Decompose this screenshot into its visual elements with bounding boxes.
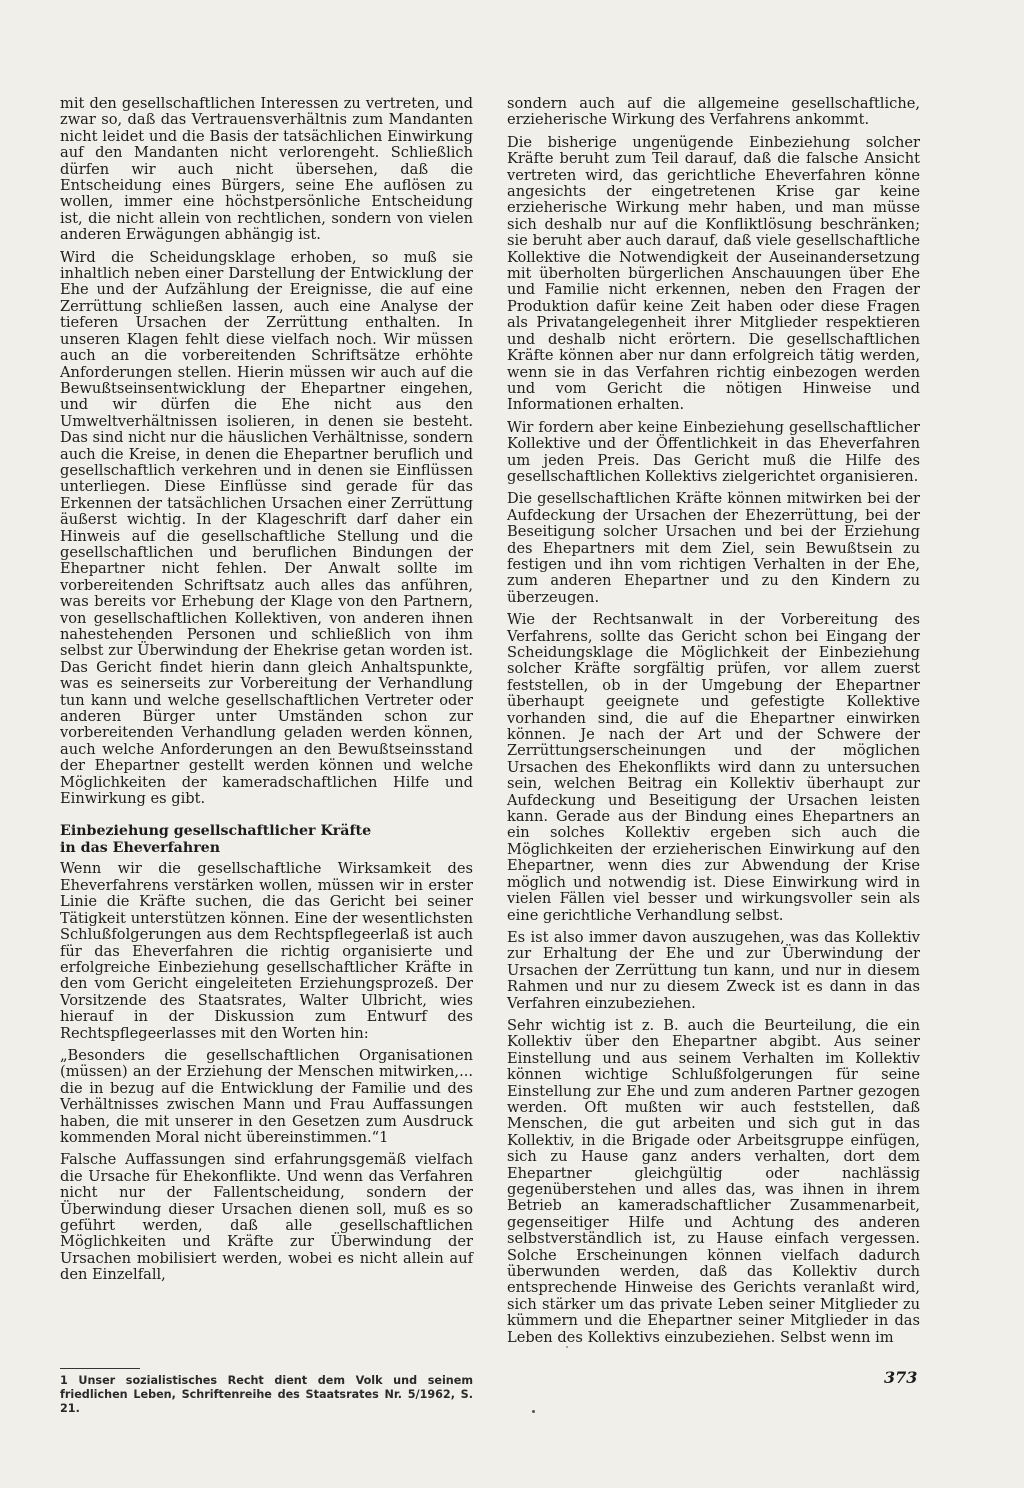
left-column (60, 96, 473, 1290)
paragraph: Es ist also immer davon auszugehen, was das Kollektiv zur Erhaltung der Ehe und zur Überwindung der Ursachen der Zerrüttung tun kann, und nur in diesem Rahmen und nur zu diesem Zweck ist es dann in das Verfahren einzubeziehen. (507, 928, 920, 1012)
paragraph: Wenn wir die gesellschaftliche Wirksamkeit des Eheverfahrens verstärken wollen, müssen wir in erster Linie die Kräfte suchen, die das Gericht bei seiner Tätigkeit unterstützen können. Eine der wesentlichsten Schlußfolgerungen aus dem Rechtspflegeerlaß ist auch für das Eheverfahren die richtig organisierte und erfolgreiche Einbeziehung gesellschaftlicher Kräfte in den vom Gericht eingeleiteten Erziehungsprozeß. Der Vorsitzende des Staatsrates, Walter Ulbricht, wies hierauf in der Diskussion zum Entwurf des Rechtspflegeerlasses mit den Worten hin: (60, 860, 473, 1042)
paragraph: Wie der Rechtsanwalt in der Vorbereitung des Verfahrens, sollte das Gericht schon bei Eingang der Scheidungsklage die Möglichkeit der Einbeziehung solcher Kräfte sorgfältig prüfen, vor allem zuerst feststellen, ob in der Umgebung der Ehepartner überhaupt geeignete und gefestigte Kollektive vorhanden sind, die auf die Ehepartner einwirken können. Je nach der Art und der Schwere der Zerrüttungserscheinungen und der möglichen Ursachen des Ehekonflikts wird dann zu untersuchen sein, welchen Beitrag ein Kollektiv überhaupt zur Aufdeckung und Beseitigung der Ursachen leisten kann. Gerade aus der Bindung eines Ehepartners an ein solches Kollektiv ergeben sich auch die Möglichkeiten der erzieherischen Einwirkung auf den Ehepartner, wenn dies zur Abwendung der Krise möglich und notwendig ist. Diese Einwirkung wird in vielen Fällen viel besser und wirkungsvoller sein als eine gerichtliche Verhandlung selbst. (507, 611, 920, 924)
section-heading (60, 823, 473, 857)
paragraph: Die gesellschaftlichen Kräfte können mitwirken bei der Aufdeckung der Ursachen der Ehezerrüttung, bei der Beseitigung solcher Ursachen und bei der Erziehung des Ehepartners mit dem Ziel, sein Bewußtsein zu festigen und ihn vom richtigen Verhalten in der Ehe, zum anderen Ehepartner und zu den Kindern zu überzeugen. (507, 490, 920, 606)
paragraph: Sehr wichtig ist z. B. auch die Beurteilung, die ein Kollektiv über den Ehepartner abgibt. Aus seiner Einstellung und aus seinem Verhalten im Kollektiv können wichtige Schlußfolgerungen für seine Einstellung zur Ehe und zum anderen Partner gezogen werden. Oft mußten wir auch feststellen, daß Menschen, die gut arbeiten und sich gut in das Kollektiv, in die Brigade oder Arbeitsgruppe einfügen, sich zu Hause ganz anders verhalten, dort dem Ehepartner gleichgültig oder nachlässig gegenüberstehen und alles das, was ihnen in ihrem Betrieb an kameradschaftlicher Zusammenarbeit, gegenseitiger Hilfe und Achtung des anderen selbstverständlich ist, zu Hause einfach vergessen. Solche Erscheinungen können vielfach dadurch überwunden werden, daß das Kollektiv durch entsprechende Hinweise des Gerichts veranlaßt wird, sich stärker um das private Leben seiner Mitglieder zu kümmern und die Ehepartner seiner Mitglieder in das Leben des Kollektivs einzubeziehen. Selbst wenn im (507, 1016, 920, 1346)
paragraph: Die bisherige ungenügende Einbeziehung solcher Kräfte beruht zum Teil darauf, daß die falsche Ansicht vertreten wird, das gerichtliche Eheverfahren könne angesichts der eingetretenen Krise gar keine erzieherische Wirkung mehr haben, und man müsse sich deshalb nur auf die Konfliktlösung beschränken; sie beruht aber auch darauf, daß viele gesellschaftliche Kollektive die Notwendigkeit der Auseinandersetzung mit überholten bürgerlichen Anschauungen über Ehe und Familie nicht erkennen, neben den Fragen der Produktion dafür keine Zeit haben oder diese Fragen als Privatangelegenheit ihrer Mitglieder respektieren und deshalb nicht erörtern. Die gesellschaftlichen Kräfte können aber nur dann erfolgreich tätig werden, wenn sie in das Verfahren richtig einbezogen werden und vom Gericht die nötigen Hinweise und Informationen erhalten. (507, 133, 920, 414)
paragraph: sondern auch auf die allgemeine gesellschaftliche, erzieherische Wirkung des Verfahrens ankommt. (507, 95, 920, 129)
page-number: 373 (884, 1368, 918, 1387)
print-speck (566, 1346, 568, 1348)
right-column (507, 96, 920, 1352)
section-heading-line: in das Eheverfahren (60, 840, 221, 857)
block-quote: „Besonders die gesellschaftlichen Organisationen (müssen) an der Erziehung der Menschen mitwirken,... die in bezug auf die Entwicklung der Familie und des Verhältnisses zwischen Mann und Frau Auffassungen haben, die mit unserer in den Gesetzen zum Ausdruck kommenden Moral nicht übereinstimmen.“1 (60, 1046, 473, 1146)
footnote: 1 Unser sozialistisches Recht dient dem Volk und seinem friedlichen Leben, Schriftenreihe des Staatsrates Nr. 5/1962, S. 21. (60, 1374, 473, 1415)
paragraph: mit den gesellschaftlichen Interessen zu vertreten, und zwar so, daß das Vertrauensverhältnis zum Mandanten nicht leidet und die Basis der tatsächlichen Einwirkung auf den Mandanten nicht verlorengeht. Schließlich dürfen wir auch nicht übersehen, daß die Entscheidung eines Bürgers, seine Ehe auflösen zu wollen, immer eine höchstpersönliche Entscheidung ist, die nicht allein von rechtlichen, sondern von vielen anderen Erwägungen abhängig ist. (60, 95, 473, 244)
footnote-rule (60, 1368, 140, 1369)
paragraph: Wird die Scheidungsklage erhoben, so muß sie inhaltlich neben einer Darstellung der Entwicklung der Ehe und der Aufzählung der Ereignisse, die auf eine Zerrüttung schließen lassen, auch eine Analyse der tieferen Ursachen der Zerrüttung enthalten. In unseren Klagen fehlt diese vielfach noch. Wir müssen auch an die vorbereitenden Schriftsätze erhöhte Anforderungen stellen. Hierin müssen wir auch auf die Bewußtseinsentwicklung der Ehepartner eingehen, und wir dürfen die Ehe nicht aus den Umweltverhältnissen isolieren, in denen sie besteht. Das sind nicht nur die häuslichen Verhältnisse, sondern auch die Kreise, in denen die Ehepartner beruflich und gesellschaftlich verkehren und in denen sie Einflüssen unterliegen. Diese Einflüsse sind gerade für das Erkennen der tatsächlichen Ursachen einer Zerrüttung äußerst wichtig. In der Klageschrift darf daher ein Hinweis auf die gesellschaftliche Stellung und die gesellschaftlichen und beruflichen Bindungen der Ehepartner nicht fehlen. Der Anwalt sollte im vorbereitenden Schriftsatz auch alles das anführen, was bereits vor Erhebung der Klage von den Partnern, von gesellschaftlichen Kollektiven, von anderen ihnen nahestehenden Personen und schließlich von ihm selbst zur Überwindung der Ehekrise getan worden ist. Das Gericht findet hierin dann gleich Anhaltspunkte, was es seinerseits zur Vorbereitung der Verhandlung tun kann und welche gesellschaftlichen Vertreter oder anderen Bürger unter Umständen schon zur vorbereitenden Verhandlung geladen werden können, auch welche Anforderungen an den Bewußtseinsstand der Ehepartner gestellt werden können und welche Möglichkeiten der kameradschaftlichen Hilfe und Einwirkung es gibt. (60, 248, 473, 808)
paragraph: Falsche Auffassungen sind erfahrungsgemäß vielfach die Ursache für Ehekonflikte. Und wenn das Verfahren nicht nur der Fallentscheidung, sondern der Überwindung dieser Ursachen dienen soll, muß es so geführt werden, daß alle gesellschaftlichen Möglichkeiten und Kräfte zur Überwindung der Ursachen mobilisiert werden, wobei es nicht allein auf den Einzelfall, (60, 1151, 473, 1284)
print-speck (532, 1410, 535, 1413)
paragraph: Wir fordern aber keine Einbeziehung gesellschaftlicher Kollektive und der Öffentlichkeit in das Eheverfahren um jeden Preis. Das Gericht muß die Hilfe des gesellschaftlichen Kollektivs zielgerichtet organisieren. (507, 418, 920, 485)
section-heading-line: Einbeziehung gesellschaftlicher Kräfte (60, 823, 372, 840)
